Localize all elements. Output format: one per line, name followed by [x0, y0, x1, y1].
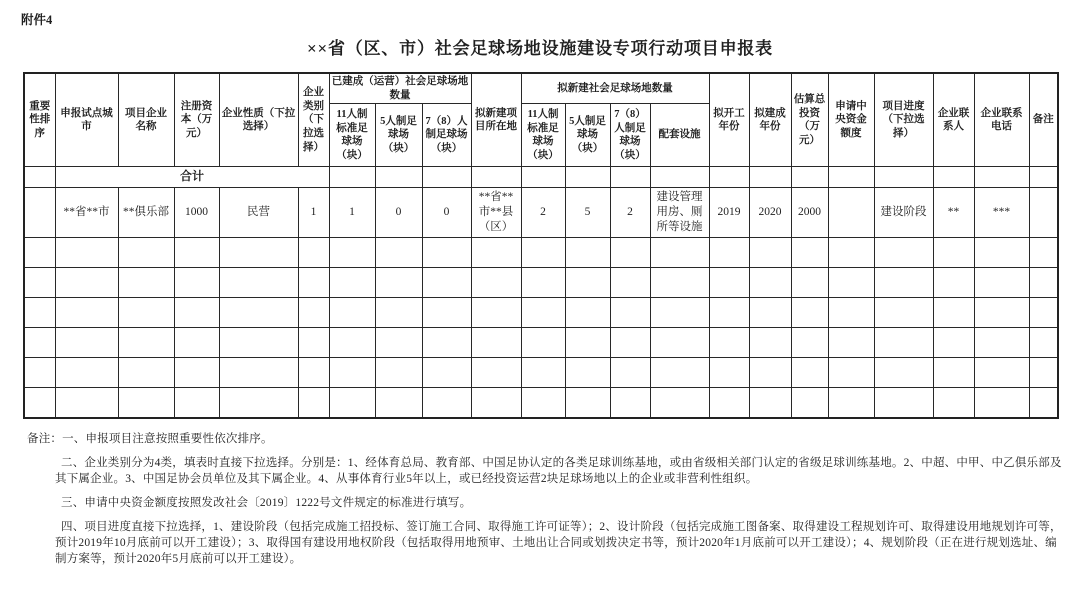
empty-cell: [422, 358, 471, 388]
empty-cell: [749, 388, 791, 419]
empty-cell: [174, 388, 219, 419]
empty-cell: [933, 358, 974, 388]
project-data-row: [24, 188, 1058, 238]
cell-planned-5: 5: [565, 188, 610, 238]
empty-cell: [219, 238, 298, 268]
total-empty-cell: [422, 167, 471, 188]
cell-planned-11: 2: [521, 188, 565, 238]
empty-cell: [874, 358, 933, 388]
page-title: ××省（区、市）社会足球场地设施建设专项行动项目申报表: [307, 39, 773, 58]
empty-cell: [422, 388, 471, 419]
empty-cell: [974, 388, 1029, 419]
empty-cell: [874, 268, 933, 298]
empty-row: [24, 328, 1058, 358]
empty-cell: [55, 268, 118, 298]
empty-cell: [1029, 298, 1058, 328]
empty-row: [24, 238, 1058, 268]
empty-cell: [610, 268, 650, 298]
col-header-completion-year: 拟建成年份: [749, 73, 791, 167]
total-empty-cell: [974, 167, 1029, 188]
col-header-new-project-location: 拟新建项目所在地: [471, 73, 521, 167]
application-table: [23, 72, 1059, 419]
cell-remarks: [1029, 188, 1058, 238]
cell-built-7: 0: [422, 188, 471, 238]
empty-cell: [298, 358, 329, 388]
empty-cell: [219, 388, 298, 419]
col-header-central-fund: 申请中央资金额度: [828, 73, 874, 167]
empty-cell: [174, 268, 219, 298]
total-empty-cell: [471, 167, 521, 188]
empty-cell: [471, 268, 521, 298]
table-body: [24, 167, 1058, 419]
empty-cell: [375, 298, 422, 328]
empty-cell: [329, 268, 375, 298]
empty-cell: [471, 388, 521, 419]
cell-enterprise-nature: 民营: [219, 188, 298, 238]
empty-cell: [1029, 388, 1058, 419]
total-empty-cell: [650, 167, 709, 188]
empty-cell: [565, 358, 610, 388]
cell-contact-phone: ***: [974, 188, 1029, 238]
empty-cell: [329, 298, 375, 328]
empty-cell: [24, 298, 55, 328]
empty-cell: [329, 358, 375, 388]
empty-cell: [610, 298, 650, 328]
empty-cell: [650, 268, 709, 298]
empty-cell: [118, 298, 174, 328]
total-empty-cell: [933, 167, 974, 188]
empty-cell: [174, 238, 219, 268]
empty-cell: [709, 268, 749, 298]
header-row-1: [24, 73, 1058, 104]
col-header-planned-11: 11人制标准足球场（块）: [521, 104, 565, 167]
empty-cell: [174, 358, 219, 388]
empty-cell: [118, 388, 174, 419]
cell-start-year: 2019: [709, 188, 749, 238]
empty-cell: [650, 238, 709, 268]
empty-cell: [1029, 328, 1058, 358]
empty-cell: [375, 328, 422, 358]
total-empty-cell: [749, 167, 791, 188]
empty-row: [24, 268, 1058, 298]
empty-row: [24, 388, 1058, 419]
empty-cell: [791, 328, 828, 358]
empty-cell: [55, 328, 118, 358]
col-header-enterprise-name: 项目企业名称: [118, 73, 174, 167]
empty-cell: [1029, 268, 1058, 298]
empty-cell: [974, 358, 1029, 388]
empty-cell: [828, 358, 874, 388]
empty-cell: [422, 268, 471, 298]
empty-cell: [219, 358, 298, 388]
empty-cell: [828, 268, 874, 298]
col-header-start-year: 拟开工年份: [709, 73, 749, 167]
empty-cell: [329, 388, 375, 419]
col-header-planned-7: 7（8）人制足球场（块）: [610, 104, 650, 167]
empty-cell: [422, 328, 471, 358]
empty-cell: [974, 328, 1029, 358]
empty-cell: [118, 358, 174, 388]
cell-importance: [24, 188, 55, 238]
empty-cell: [422, 298, 471, 328]
total-empty-cell: [828, 167, 874, 188]
cell-planned-7: 2: [610, 188, 650, 238]
empty-cell: [791, 358, 828, 388]
note-4: 四、项目进度直接下拉选择，1、建设阶段（包括完成施工招投标、签订施工合同、取得施工许可证等）；2、设计阶段（包括完成施工图备案、取得建设工程规划许可、取得建设用地规划许可等，预计2019年10月底前可以开工建设）；3、取得国有建设用地权阶段（包括取得用地预审、土地出让合同或划拨决定书等，预计2020年1月底前可以开工建设）；4、规划阶段（正在进行规划选址、编制方案等，预计2020年5月底前可以开工建设）。: [55, 521, 1062, 565]
total-importance-cell: [24, 167, 55, 188]
empty-cell: [471, 358, 521, 388]
empty-cell: [974, 268, 1029, 298]
cell-completion-year: 2020: [749, 188, 791, 238]
col-header-enterprise-nature: 企业性质（下拉选择）: [219, 73, 298, 167]
total-empty-cell: [791, 167, 828, 188]
empty-cell: [709, 388, 749, 419]
cell-total-investment: 2000: [791, 188, 828, 238]
empty-cell: [933, 238, 974, 268]
col-header-built-5: 5人制足球场（块）: [375, 104, 422, 167]
empty-cell: [828, 388, 874, 419]
col-group-planned-fields: 拟新建社会足球场地数量: [521, 73, 709, 104]
empty-cell: [874, 298, 933, 328]
empty-cell: [24, 358, 55, 388]
empty-cell: [650, 388, 709, 419]
empty-cell: [565, 238, 610, 268]
empty-cell: [219, 268, 298, 298]
empty-cell: [933, 268, 974, 298]
cell-enterprise-category: 1: [298, 188, 329, 238]
empty-cell: [298, 298, 329, 328]
empty-cell: [521, 268, 565, 298]
empty-cell: [791, 298, 828, 328]
empty-cell: [610, 358, 650, 388]
empty-cell: [521, 238, 565, 268]
empty-cell: [933, 328, 974, 358]
empty-cell: [749, 358, 791, 388]
empty-cell: [610, 238, 650, 268]
note-2: 二、企业类别分为4类，填表时直接下拉选择。分别是：1、经体育总局、教育部、中国足协认定的各类足球训练基地，或由省级相关部门认定的省级足球训练基地。2、中超、中甲、中乙俱乐部及其下属企业。3、中国足协会员单位及其下属企业。4、从事体育行业5年以上，或已经投资运营2块足球场地以上的企业或非营利性组织。: [55, 457, 1062, 485]
empty-cell: [375, 358, 422, 388]
col-header-total-investment: 估算总投资（万元）: [791, 73, 828, 167]
empty-cell: [791, 388, 828, 419]
empty-cell: [749, 268, 791, 298]
empty-cell: [219, 298, 298, 328]
empty-cell: [974, 238, 1029, 268]
empty-row: [24, 358, 1058, 388]
empty-cell: [650, 298, 709, 328]
empty-cell: [55, 388, 118, 419]
empty-cell: [709, 358, 749, 388]
empty-cell: [24, 268, 55, 298]
empty-cell: [933, 388, 974, 419]
empty-cell: [610, 388, 650, 419]
total-empty-cell: [1029, 167, 1058, 188]
empty-cell: [709, 238, 749, 268]
total-row: [24, 167, 1058, 188]
empty-cell: [174, 328, 219, 358]
total-empty-cell: [375, 167, 422, 188]
empty-cell: [118, 238, 174, 268]
cell-enterprise-name: **俱乐部: [118, 188, 174, 238]
col-header-contact-person: 企业联系人: [933, 73, 974, 167]
empty-cell: [565, 298, 610, 328]
cell-pilot-city: **省**市: [55, 188, 118, 238]
col-group-built-fields: 已建成（运营）社会足球场地数量: [329, 73, 471, 104]
empty-cell: [749, 328, 791, 358]
empty-cell: [791, 238, 828, 268]
col-header-supporting-facilities: 配套设施: [650, 104, 709, 167]
empty-cell: [24, 328, 55, 358]
empty-cell: [874, 328, 933, 358]
cell-contact-person: **: [933, 188, 974, 238]
empty-cell: [933, 298, 974, 328]
total-empty-cell: [521, 167, 565, 188]
col-header-pilot-city: 申报试点城市: [55, 73, 118, 167]
empty-cell: [650, 328, 709, 358]
cell-supporting-facilities: 建设管理用房、厕所等设施: [650, 188, 709, 238]
empty-cell: [521, 328, 565, 358]
empty-cell: [1029, 358, 1058, 388]
total-empty-cell: [610, 167, 650, 188]
empty-cell: [471, 328, 521, 358]
col-header-enterprise-category: 企业类别（下拉选择）: [298, 73, 329, 167]
cell-new-project-location: **省**市**县（区）: [471, 188, 521, 238]
empty-cell: [118, 268, 174, 298]
notes-section: [27, 431, 1065, 575]
empty-cell: [298, 388, 329, 419]
empty-cell: [874, 388, 933, 419]
col-header-remarks: 备注: [1029, 73, 1058, 167]
cell-built-11: 1: [329, 188, 375, 238]
attachment-label: 附件4: [21, 13, 53, 27]
total-empty-cell: [329, 167, 375, 188]
empty-cell: [298, 238, 329, 268]
col-header-contact-phone: 企业联系电话: [974, 73, 1029, 167]
empty-cell: [219, 328, 298, 358]
total-empty-cell: [709, 167, 749, 188]
col-header-built-7: 7（8）人制足球场（块）: [422, 104, 471, 167]
empty-cell: [55, 298, 118, 328]
col-header-built-11: 11人制标准足球场（块）: [329, 104, 375, 167]
empty-cell: [828, 238, 874, 268]
empty-cell: [749, 238, 791, 268]
empty-cell: [24, 388, 55, 419]
col-header-project-progress: 项目进度（下拉选择）: [874, 73, 933, 167]
empty-cell: [565, 268, 610, 298]
empty-cell: [709, 298, 749, 328]
empty-cell: [375, 268, 422, 298]
empty-cell: [565, 388, 610, 419]
empty-cell: [828, 328, 874, 358]
col-header-importance: 重要性排序: [24, 73, 55, 167]
empty-cell: [521, 388, 565, 419]
empty-cell: [375, 388, 422, 419]
empty-cell: [565, 328, 610, 358]
empty-cell: [791, 268, 828, 298]
col-header-registered-capital: 注册资本（万元）: [174, 73, 219, 167]
empty-cell: [709, 328, 749, 358]
empty-cell: [375, 238, 422, 268]
col-header-planned-5: 5人制足球场（块）: [565, 104, 610, 167]
total-label-cell: 合计: [55, 167, 329, 188]
empty-cell: [471, 238, 521, 268]
total-empty-cell: [874, 167, 933, 188]
empty-cell: [471, 298, 521, 328]
cell-registered-capital: 1000: [174, 188, 219, 238]
empty-cell: [828, 298, 874, 328]
empty-cell: [55, 358, 118, 388]
total-empty-cell: [565, 167, 610, 188]
empty-cell: [24, 238, 55, 268]
empty-cell: [422, 238, 471, 268]
empty-cell: [650, 358, 709, 388]
empty-cell: [521, 298, 565, 328]
note-1: 备注：一、申报项目注意按照重要性依次排序。: [27, 433, 273, 445]
empty-cell: [329, 238, 375, 268]
empty-cell: [521, 358, 565, 388]
empty-cell: [749, 298, 791, 328]
empty-cell: [329, 328, 375, 358]
cell-built-5: 0: [375, 188, 422, 238]
empty-cell: [55, 238, 118, 268]
empty-cell: [298, 328, 329, 358]
empty-cell: [974, 298, 1029, 328]
note-3: 三、申请中央资金额度按照发改社会〔2019〕1222号文件规定的标准进行填写。: [61, 497, 472, 509]
empty-cell: [118, 328, 174, 358]
empty-cell: [298, 268, 329, 298]
empty-cell: [874, 238, 933, 268]
empty-row: [24, 298, 1058, 328]
cell-central-fund: [828, 188, 874, 238]
empty-cell: [174, 298, 219, 328]
cell-project-progress: 建设阶段: [874, 188, 933, 238]
empty-cell: [610, 328, 650, 358]
empty-cell: [1029, 238, 1058, 268]
